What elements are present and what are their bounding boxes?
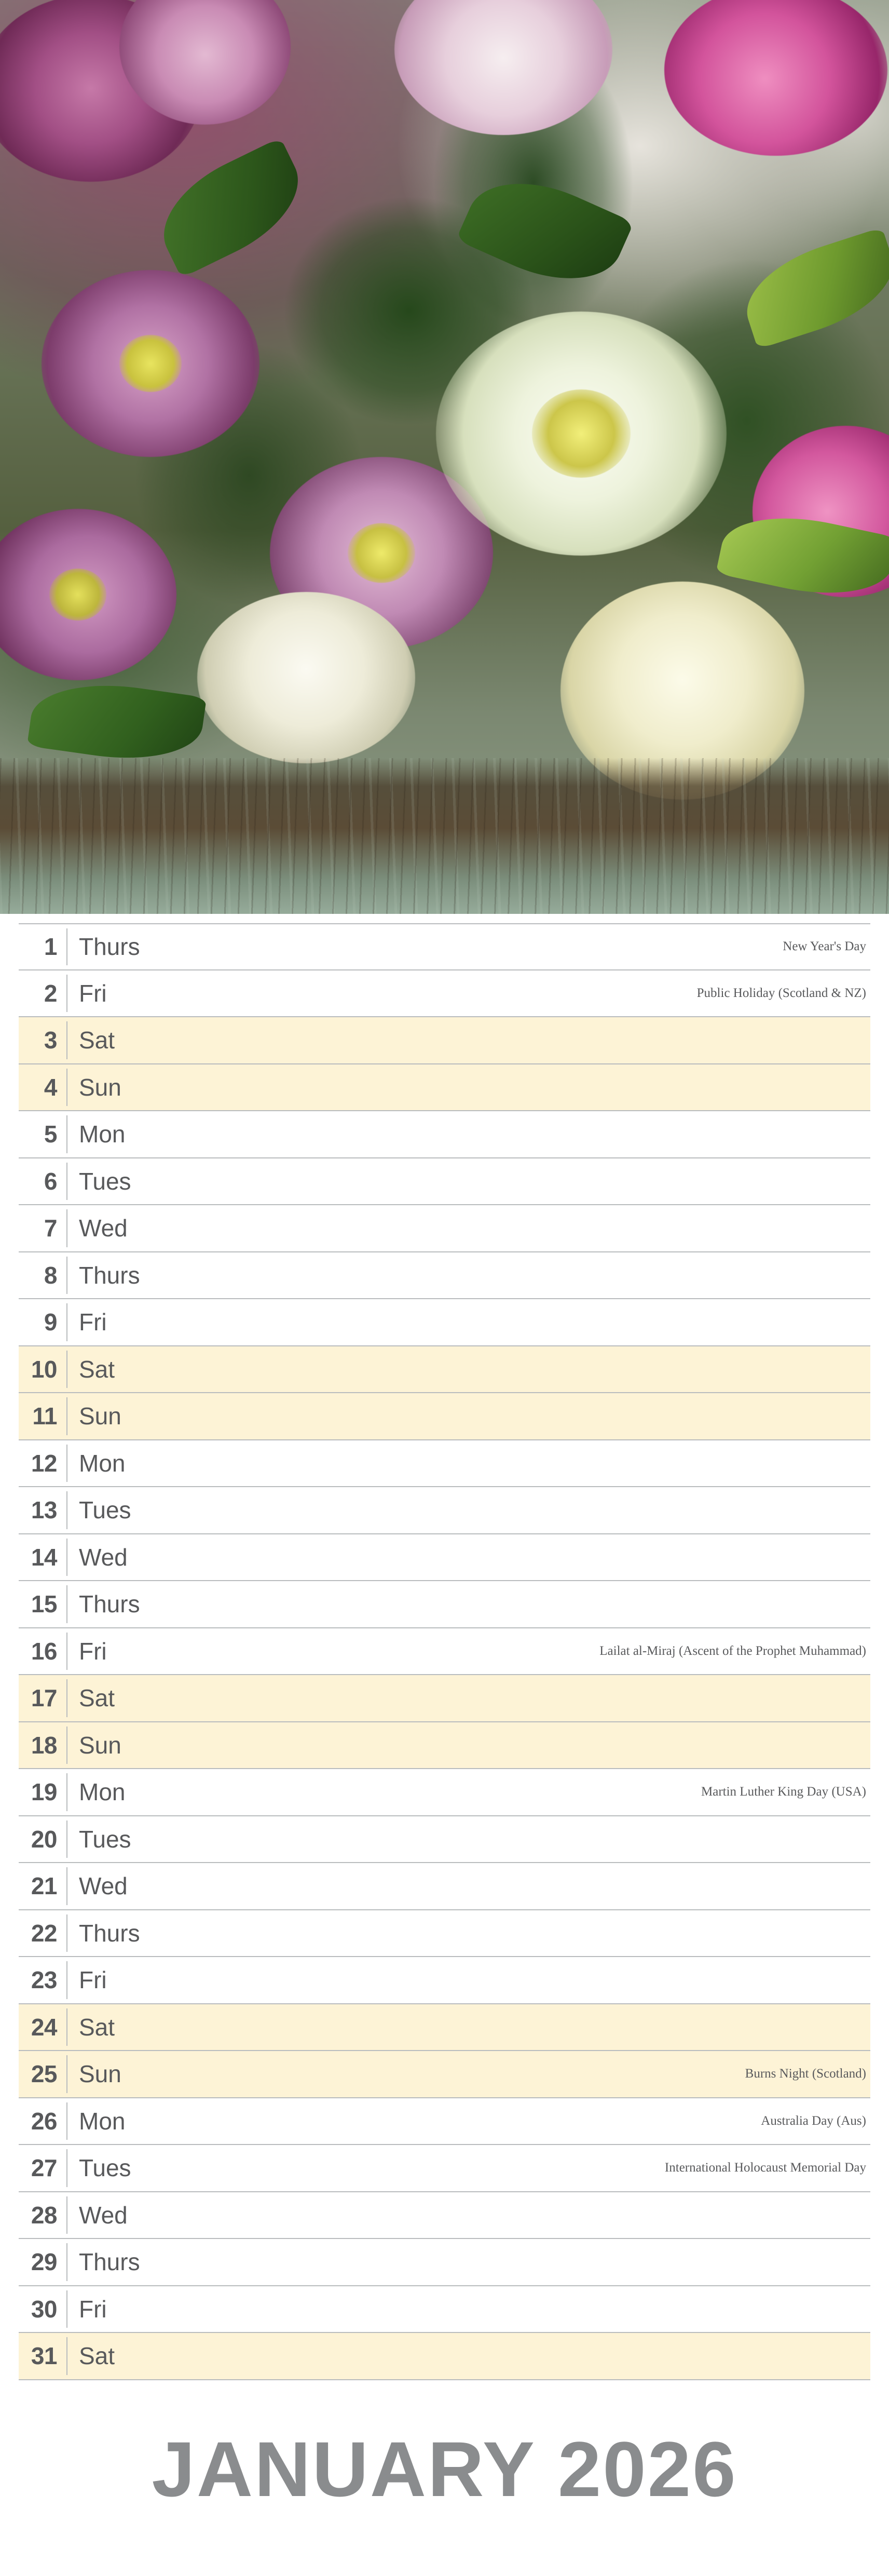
day-weekday-label: Tues: [79, 1825, 131, 1853]
day-row[interactable]: [19, 1252, 870, 1300]
day-number: 5: [44, 1121, 57, 1148]
day-number: 14: [31, 1543, 57, 1571]
day-row[interactable]: [19, 2051, 870, 2098]
day-weekday-label: Tues: [79, 2154, 131, 2182]
day-note: Australia Day (Aus): [761, 2113, 866, 2128]
day-weekday-label: Sat: [79, 1684, 115, 1712]
day-note: Burns Night (Scotland): [745, 2067, 866, 2081]
day-number: 15: [31, 1590, 57, 1618]
day-row[interactable]: [19, 2098, 870, 2146]
day-row[interactable]: [19, 1534, 870, 1582]
day-weekday-label: Tues: [79, 1167, 131, 1195]
day-weekday-label: Sat: [79, 1027, 115, 1054]
day-number: 27: [31, 2154, 57, 2182]
day-row[interactable]: [19, 1628, 870, 1676]
day-number: 2: [44, 979, 57, 1007]
day-row[interactable]: [19, 1910, 870, 1958]
day-row[interactable]: [19, 1064, 870, 1112]
day-weekday-label: Wed: [79, 1872, 128, 1900]
day-weekday-label: Thurs: [79, 2248, 140, 2276]
day-weekday-label: Fri: [79, 979, 107, 1007]
day-number: 3: [44, 1027, 57, 1054]
day-weekday-label: Tues: [79, 1496, 131, 1524]
flower-center: [348, 523, 415, 583]
day-row[interactable]: [19, 1816, 870, 1864]
day-weekday-label: Thurs: [79, 1261, 140, 1289]
day-row[interactable]: [19, 1675, 870, 1722]
day-number: 4: [44, 1073, 57, 1101]
day-number: 18: [31, 1731, 57, 1759]
day-weekday-label: Wed: [79, 1215, 128, 1242]
day-number: 17: [31, 1684, 57, 1712]
day-number: 11: [32, 1402, 57, 1430]
day-weekday-label: Sun: [79, 1731, 121, 1759]
day-number: 30: [31, 2295, 57, 2323]
flower-cream-main: [436, 312, 727, 556]
day-number: 22: [31, 1919, 57, 1947]
flower-center: [49, 569, 106, 621]
day-row[interactable]: [19, 2239, 870, 2286]
flower-center: [119, 335, 182, 392]
hellebore-bouquet-photo: [0, 0, 889, 914]
day-weekday-label: Fri: [79, 1966, 107, 1994]
day-number: 20: [31, 1825, 57, 1853]
day-number: 1: [44, 933, 57, 961]
day-number: 21: [31, 1872, 57, 1900]
day-row[interactable]: [19, 1393, 870, 1440]
day-weekday-label: Sun: [79, 2060, 121, 2088]
day-number: 6: [44, 1167, 57, 1195]
day-weekday-label: Mon: [79, 1121, 126, 1148]
day-weekday-label: Sat: [79, 2342, 115, 2370]
day-row[interactable]: [19, 923, 870, 970]
day-weekday-label: Fri: [79, 2295, 107, 2323]
day-row[interactable]: [19, 1158, 870, 1206]
day-number: 9: [44, 1309, 57, 1336]
day-row[interactable]: [19, 1863, 870, 1910]
day-note: Martin Luther King Day (USA): [701, 1785, 866, 1799]
day-weekday-label: Mon: [79, 1778, 126, 1806]
day-weekday-label: Thurs: [79, 1919, 140, 1947]
day-number: 28: [31, 2201, 57, 2229]
day-weekday-label: Mon: [79, 1449, 126, 1477]
calendar-footer: [0, 2380, 889, 2576]
day-weekday-label: Sun: [79, 1402, 121, 1430]
flower-center: [532, 389, 631, 478]
month-day-list: [0, 914, 889, 2380]
page-title: JANUARY 2026: [152, 2425, 737, 2513]
flower-white-lowcenter: [197, 592, 415, 763]
day-row[interactable]: [19, 1299, 870, 1346]
day-note: Lailat al-Miraj (Ascent of the Prophet Muhammad): [599, 1643, 866, 1658]
day-number: 13: [31, 1496, 57, 1524]
day-number: 12: [31, 1449, 57, 1477]
day-weekday-label: Fri: [79, 1637, 107, 1665]
day-number: 10: [31, 1355, 57, 1383]
day-number: 8: [44, 1261, 57, 1289]
day-row[interactable]: [19, 1017, 870, 1064]
day-number: 31: [31, 2342, 57, 2370]
day-number: 23: [31, 1966, 57, 1994]
day-note: Public Holiday (Scotland & NZ): [696, 986, 866, 1000]
day-row[interactable]: [19, 2333, 870, 2380]
day-number: 16: [31, 1637, 57, 1665]
day-row[interactable]: [19, 1111, 870, 1158]
flower-purple-left: [42, 270, 259, 457]
day-weekday-label: Thurs: [79, 933, 140, 961]
wood-grain-texture: [0, 758, 889, 914]
day-weekday-label: Sat: [79, 1355, 115, 1383]
day-row[interactable]: [19, 1957, 870, 2004]
day-row[interactable]: [19, 2192, 870, 2240]
day-number: 7: [44, 1215, 57, 1242]
day-row[interactable]: [19, 1205, 870, 1252]
day-number: 29: [31, 2248, 57, 2276]
day-row[interactable]: [19, 1769, 870, 1816]
day-weekday-label: Wed: [79, 2201, 128, 2229]
day-weekday-label: Fri: [79, 1309, 107, 1336]
day-weekday-label: Wed: [79, 1543, 128, 1571]
day-row[interactable]: [19, 1346, 870, 1394]
day-number: 26: [31, 2107, 57, 2135]
day-row[interactable]: [19, 2004, 870, 2052]
day-note: New Year's Day: [783, 939, 866, 954]
day-weekday-label: Thurs: [79, 1590, 140, 1618]
day-number: 19: [31, 1778, 57, 1806]
day-row[interactable]: [19, 2145, 870, 2192]
day-weekday-label: Sun: [79, 1073, 121, 1101]
day-row[interactable]: [19, 1722, 870, 1770]
day-row[interactable]: [19, 1487, 870, 1534]
day-row[interactable]: [19, 1440, 870, 1488]
day-row[interactable]: [19, 970, 870, 1018]
day-weekday-label: Sat: [79, 2013, 115, 2041]
day-number: 24: [31, 2013, 57, 2041]
day-number: 25: [31, 2060, 57, 2088]
day-note: International Holocaust Memorial Day: [664, 2161, 866, 2175]
day-row[interactable]: [19, 1581, 870, 1628]
day-weekday-label: Mon: [79, 2107, 126, 2135]
day-row[interactable]: [19, 2286, 870, 2334]
